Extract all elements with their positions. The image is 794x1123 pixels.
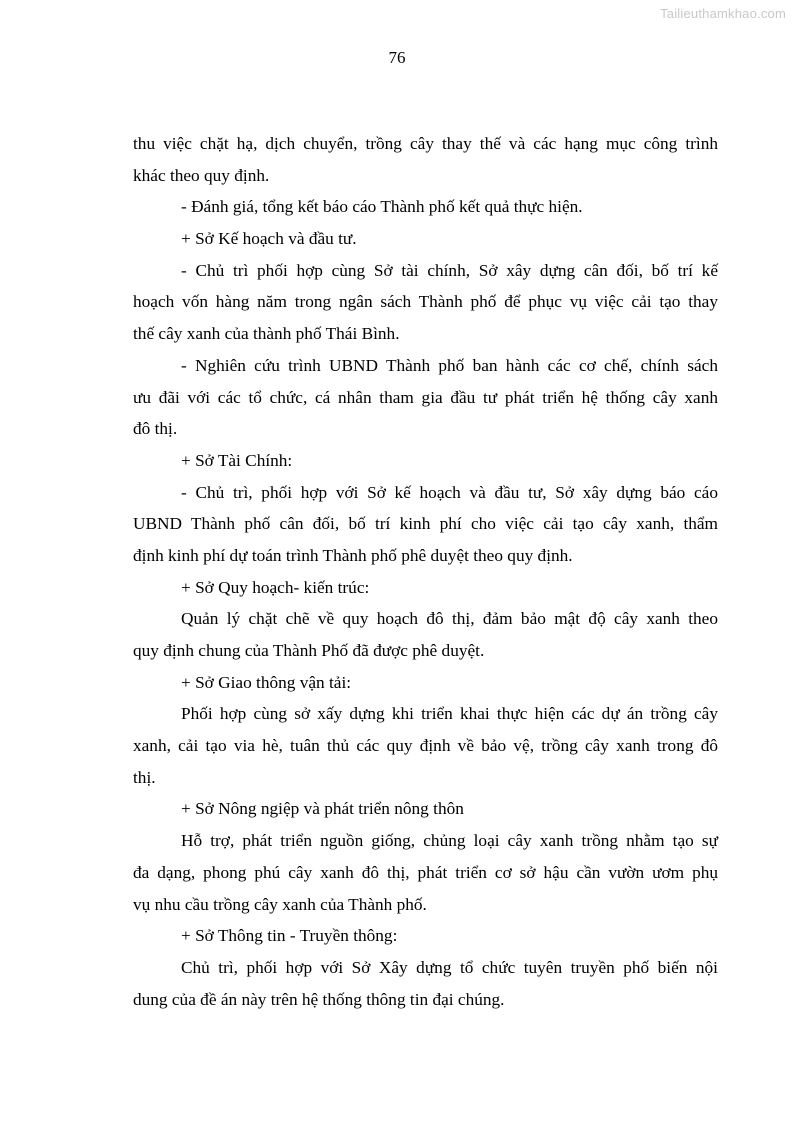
text-line: - Đánh giá, tổng kết báo cáo Thành phố kết quả thực hiện. (181, 197, 583, 217)
section-heading: + Sở Nông ngiệp và phát triển nông thôn (181, 799, 464, 819)
text-line: vụ nhu cầu trồng cây xanh của Thành phố. (133, 894, 427, 914)
text-line: hoạch vốn hàng năm trong ngân sách Thành phố để phục vụ việc cải tạo thay (133, 292, 718, 312)
text-line: UBND Thành phố cân đối, bố trí kinh phí cho việc cải tạo cây xanh, thẩm (133, 514, 718, 534)
page-number: 76 (388, 48, 406, 67)
text-line: Phối hợp cùng sở xấy dựng khi triển khai thực hiện các dự án trồng cây (181, 704, 718, 724)
text-line: thế cây xanh của thành phố Thái Bình. (133, 324, 400, 344)
text-line: Chủ trì, phối hợp với Sở Xây dựng tổ chức tuyên truyền phố biến nội (181, 957, 718, 977)
text-line: xanh, cải tạo via hè, tuân thủ các quy định về bảo vệ, trồng cây xanh trong đô (133, 736, 718, 756)
watermark: Tailieuthamkhao.com (660, 6, 786, 21)
section-heading: + Sở Quy hoạch- kiến trúc: (181, 577, 370, 597)
text-line: dung của đề án này trên hệ thống thông tin đại chúng. (133, 989, 505, 1009)
section-heading: + Sở Thông tin - Truyền thông: (181, 926, 398, 946)
text-line: ưu đãi với các tổ chức, cá nhân tham gia đầu tư phát triển hệ thống cây xanh (133, 387, 718, 407)
document-body (133, 128, 718, 1015)
section-heading: + Sở Giao thông vận tải: (181, 672, 352, 692)
text-line: quy định chung của Thành Phố đã được phê duyệt. (133, 641, 485, 660)
text-line: - Chủ trì phối hợp cùng Sở tài chính, Sở xây dựng cân đối, bố trí kế (181, 260, 718, 280)
section-heading: + Sở Kế hoạch và đầu tư. (181, 229, 357, 249)
text-line: thu việc chặt hạ, dịch chuyển, trồng cây thay thế và các hạng mục công trình (133, 134, 718, 153)
section-heading: + Sở Tài Chính: (181, 450, 293, 470)
text-line: - Nghiên cứu trình UBND Thành phố ban hành các cơ chế, chính sách (181, 355, 718, 375)
text-line: đa dạng, phong phú cây xanh đô thị, phát triển cơ sở hậu cần vườn ươm phụ (133, 862, 718, 882)
text-line: Hỗ trợ, phát triển nguồn giống, chủng loại cây xanh trồng nhằm tạo sự (181, 831, 718, 851)
text-line: thị. (133, 767, 156, 787)
text-line: đô thị. (133, 419, 178, 439)
text-line: khác theo quy định. (133, 165, 270, 185)
text-line: - Chủ trì, phối hợp với Sở kế hoạch và đầu tư, Sở xây dựng báo cáo (181, 482, 718, 502)
text-line: định kinh phí dự toán trình Thành phố phê duyệt theo quy định. (133, 545, 573, 565)
text-line: Quản lý chặt chẽ về quy hoạch đô thị, đảm bảo mật độ cây xanh theo (181, 609, 718, 629)
